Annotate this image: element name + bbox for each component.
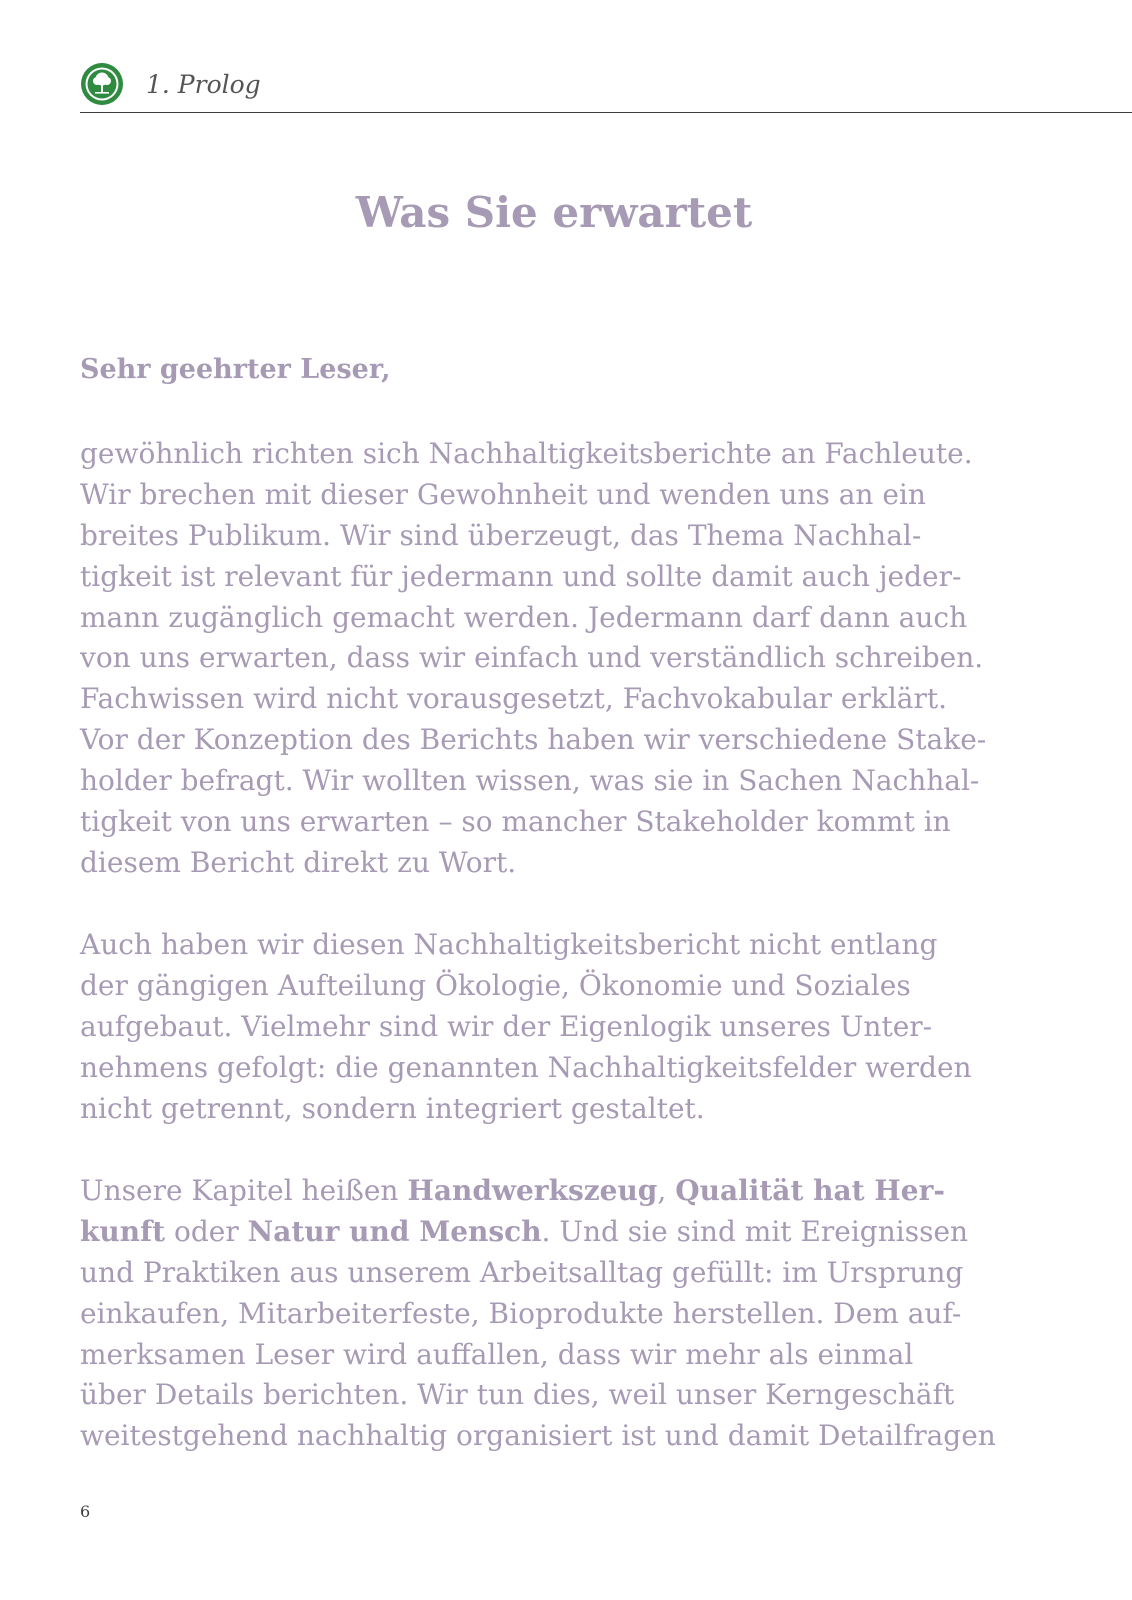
text-line: tigkeit ist relevant für jedermann und sollte damit auch jeder-: [80, 559, 962, 593]
salutation: Sehr geehrter Leser,: [80, 354, 391, 385]
text-line: [80, 1171, 996, 1212]
text-line: holder befragt. Wir wollten wissen, was sie in Sachen Nachhal-: [80, 764, 980, 798]
paragraph-intro: [80, 434, 986, 884]
text-line: von uns erwarten, dass wir einfach und verständlich schreiben.: [80, 641, 984, 675]
text-line: [80, 1212, 996, 1253]
text-line: Vor der Konzeption des Berichts haben wir verschiedene Stake-: [80, 723, 987, 757]
text-run: ,: [657, 1174, 676, 1207]
page-number: 6: [80, 1502, 91, 1521]
paragraph-chapters: [80, 1171, 996, 1457]
text-line: mann zugänglich gemacht werden. Jedermann darf dann auch: [80, 600, 968, 634]
text-line: Wir brechen mit dieser Gewohnheit und wenden uns an ein: [80, 477, 926, 511]
chapter-name-qualitaet-part1: Qualität hat Her-: [675, 1174, 945, 1207]
text-line: Fachwissen wird nicht vorausgesetzt, Fachvokabular erklärt.: [80, 682, 948, 716]
text-run: oder: [165, 1214, 248, 1248]
text-line: einkaufen, Mitarbeiterfeste, Bioprodukte herstellen. Dem auf-: [80, 1296, 962, 1330]
text-line: Auch haben wir diesen Nachhaltigkeitsbericht nicht entlang: [80, 928, 938, 961]
chapter-title: 1. Prolog: [146, 70, 261, 99]
text-run: Unsere Kapitel heißen: [80, 1174, 408, 1207]
text-line: der gängigen Aufteilung Ökologie, Ökonomie und Soziales: [80, 968, 911, 1002]
chapter-name-handwerkszeug: Handwerkszeug: [407, 1174, 658, 1207]
text-line: diesem Bericht direkt zu Wort.: [80, 845, 517, 879]
text-line: tigkeit von uns erwarten – so mancher Stakeholder kommt in: [80, 805, 951, 839]
text-run: . Und sie sind mit Ereignissen: [541, 1214, 969, 1248]
text-line: aufgebaut. Vielmehr sind wir der Eigenlogik unseres Unter-: [80, 1009, 933, 1043]
text-line: weitestgehend nachhaltig organisiert ist und damit Detailfragen: [80, 1419, 996, 1453]
text-line: nicht getrennt, sondern integriert gestaltet.: [80, 1091, 705, 1125]
text-line: gewöhnlich richten sich Nachhaltigkeitsberichte an Fachleute.: [80, 437, 973, 470]
text-line: über Details berichten. Wir tun dies, weil unser Kerngeschäft: [80, 1378, 955, 1412]
text-line: nehmens gefolgt: die genannten Nachhaltigkeitsfelder werden: [80, 1050, 972, 1084]
chapter-name-natur-und-mensch: Natur und Mensch: [247, 1214, 542, 1248]
text-line: und Praktiken aus unserem Arbeitsalltag gefüllt: im Ursprung: [80, 1255, 964, 1289]
page-title: Was Sie erwartet: [355, 188, 753, 237]
paragraph-structure: [80, 925, 972, 1129]
page-header: [80, 62, 1132, 113]
tree-seal-icon: [80, 62, 124, 106]
text-line: merksamen Leser wird auffallen, dass wir mehr als einmal: [80, 1337, 914, 1371]
text-line: breites Publikum. Wir sind überzeugt, das Thema Nachhal-: [80, 518, 922, 552]
chapter-name-qualitaet-part2: kunft: [80, 1214, 166, 1248]
